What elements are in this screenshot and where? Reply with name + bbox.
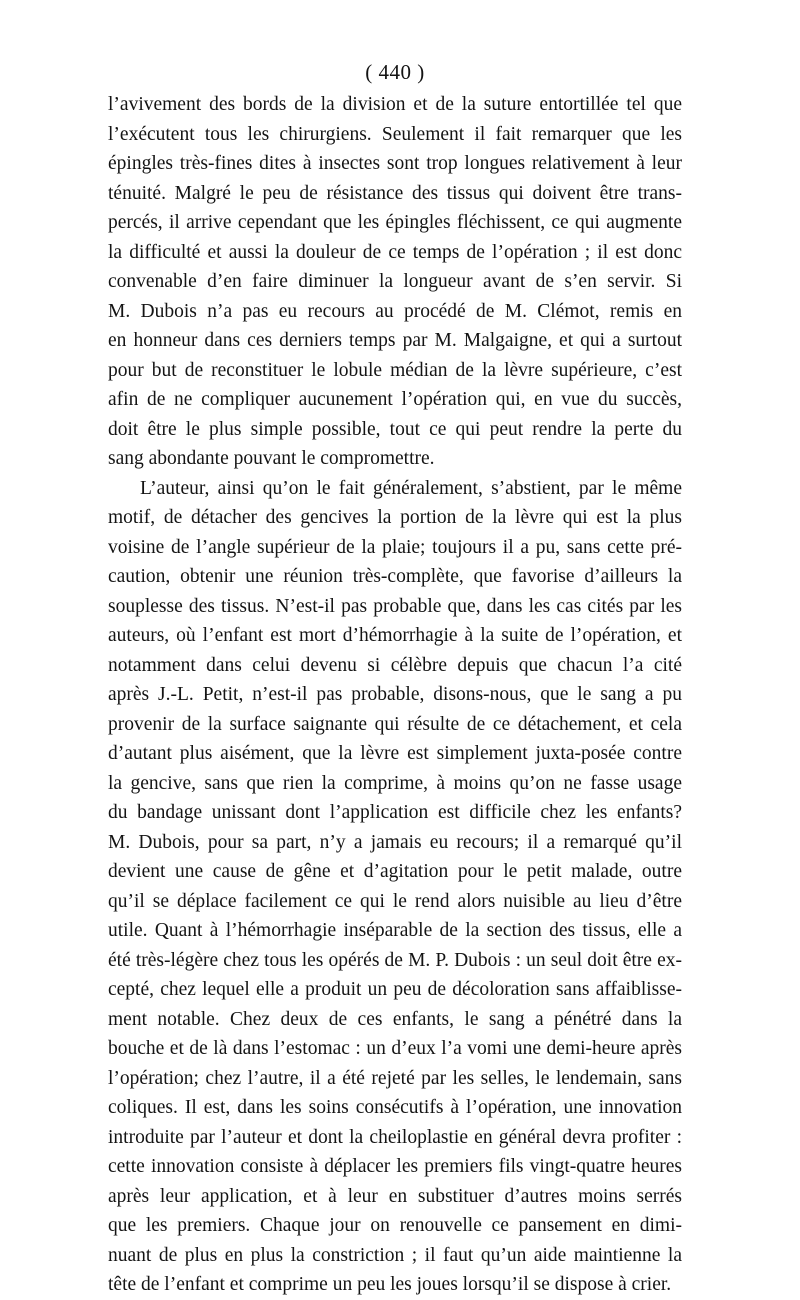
text-line: introduite par l’auteur et dont la cheiloplastie en général devra profiter : (108, 1126, 682, 1148)
text-line: afin de ne compliquer aucunement l’opération qui, en vue du succès, (108, 389, 682, 410)
text-line: M. Dubois n’a pas eu recours au procédé de M. Clémot, remis en (108, 300, 682, 322)
text-line: la difficulté et aussi la douleur de ce temps de l’opération ; il est donc (108, 241, 682, 263)
text-line: après leur application, et à leur en substituer d’autres moins serrés (108, 1185, 682, 1207)
text-line: en honneur dans ces derniers temps par M. Malgaigne, et qui a surtout (108, 330, 682, 351)
text-line: auteurs, où l’enfant est mort d’hémorrhagie à la suite de l’opération, et (108, 625, 682, 646)
text-line: nuant de plus en plus la constriction ; il faut qu’un aide maintienne la (108, 1244, 682, 1266)
text-line: souplesse des tissus. N’est-il pas probable que, dans les cas cités par les (108, 595, 682, 617)
text-line: voisine de l’angle supérieur de la plaie; toujours il a pu, sans cette pré- (108, 536, 682, 558)
text-line: ment notable. Chez deux de ces enfants, le sang a pénétré dans la (108, 1008, 682, 1030)
text-line: l’exécutent tous les chirurgiens. Seulement il fait remarquer que les (108, 123, 682, 145)
page-number: ( 440 ) (365, 60, 425, 84)
text-line: motif, de détacher des gencives la portion de la lèvre qui est la plus (108, 507, 682, 528)
text-line: la gencive, sans que rien la comprime, à moins qu’on ne fasse usage (108, 772, 682, 794)
paragraph-1 (108, 90, 682, 474)
text-line: provenir de la surface saignante qui résulte de ce détachement, et cela (108, 713, 682, 735)
text-line: après J.-L. Petit, n’est-il pas probable, disons-nous, que le sang a pu (108, 684, 682, 705)
text-line: doit être le plus simple possible, tout ce qui peut rendre la perte du (108, 418, 682, 440)
text-line: été très-légère chez tous les opérés de M. P. Dubois : un seul doit être ex- (108, 949, 682, 971)
text-line: qu’il se déplace facilement ce qui le rend alors nuisible au lieu d’être (108, 890, 682, 912)
text-line: cepté, chez lequel elle a produit un peu de décoloration sans affaiblisse- (108, 979, 682, 1000)
text-line: ténuité. Malgré le peu de résistance des tissus qui doivent être trans- (108, 182, 682, 204)
text-line: percés, il arrive cependant que les épingles fléchissent, ce qui augmente (108, 212, 682, 233)
text-line: tête de l’enfant et comprime un peu les joues lorsqu’il se dispose à crier. (108, 1274, 672, 1295)
text-line: l’avivement des bords de la division et de la suture entortillée tel que (108, 94, 682, 115)
text-line: épingles très-fines dites à insectes sont trop longues relativement à leur (108, 153, 682, 174)
book-page (108, 54, 682, 1300)
text-line: d’autant plus aisément, que la lèvre est simplement juxta-posée contre (108, 743, 682, 764)
text-line: pour but de reconstituer le lobule médian de la lèvre supérieure, c’est (108, 359, 682, 381)
text-line: cette innovation consiste à déplacer les premiers fils vingt-quatre heures (108, 1156, 682, 1177)
text-line: devient une cause de gêne et d’agitation pour le petit malade, outre (108, 861, 682, 882)
text-line: l’opération; chez l’autre, il a été rejeté par les selles, le lendemain, sans (108, 1067, 682, 1089)
text-line: notamment dans celui devenu si célèbre depuis que chacun l’a cité (108, 654, 682, 676)
text-line: utile. Quant à l’hémorrhagie inséparable de la section des tissus, elle a (108, 920, 682, 941)
text-line: bouche et de là dans l’estomac : un d’eux l’a vomi une demi-heure après (108, 1038, 682, 1059)
text-line: coliques. Il est, dans les soins consécutifs à l’opération, une innovation (108, 1097, 682, 1118)
text-line: que les premiers. Chaque jour on renouvelle ce pansement en dimi- (108, 1215, 682, 1236)
text-line: M. Dubois, pour sa part, n’y a jamais eu recours; il a remarqué qu’il (108, 831, 682, 853)
text-line: caution, obtenir une réunion très-complète, que favorise d’ailleurs la (108, 566, 682, 587)
text-line: convenable d’en faire diminuer la longueur avant de s’en servir. Si (108, 271, 682, 292)
text-line: sang abondante pouvant le compromettre. (108, 448, 435, 469)
text-line: du bandage unissant dont l’application est difficile chez les enfants? (108, 802, 682, 823)
paragraph-2 (108, 474, 682, 1300)
text-line: L’auteur, ainsi qu’on le fait généralement, s’abstient, par le même (140, 477, 682, 499)
